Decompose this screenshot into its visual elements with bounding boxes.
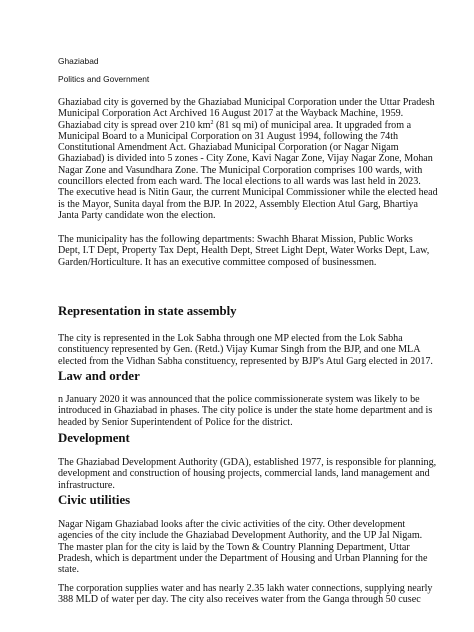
text-span: (81 sq mi) of municipal area. It upgraded from a [213, 119, 412, 131]
text-line: councillors elected from each ward. The local elections to all wards was last held in 2023. [58, 176, 421, 188]
text-line: Nagar Nigam Ghaziabad looks after the civic activities of the city. Other development [58, 519, 406, 530]
text-line: elected from the Vidhan Sabha constituency, represented by BJP's Atul Garg elected in 2017. [58, 355, 433, 367]
text-line: Dept, I.T Dept, Property Tax Dept, Health Dept, Street Light Dept, Water Works Dept, Law, [58, 245, 430, 257]
text-line: 388 MLD of water per day. The city also receives water from the Ganga through 50 cusec [58, 594, 421, 606]
text-line: infrastructure. [58, 479, 115, 491]
text-line: introduced in Ghaziabad in phases. The city police is under the state home department and is [58, 405, 433, 417]
text-line: The executive head is Nitin Gaur, the current Municipal Commissioner while the elected head [58, 187, 438, 199]
text-line: The city is represented in the Lok Sabha through one MP elected from the Lok Sabha [58, 333, 403, 344]
text-line: Ghaziabad) is divided into 5 zones - City Zone, Kavi Nagar Zone, Vijay Nagar Zone, Mohan [58, 153, 433, 165]
doc-subtitle: Politics and Government [58, 74, 150, 84]
text-line: agencies of the city include the Ghaziabad Development Authority, and the UP Jal Nigam. [58, 530, 423, 542]
paragraph-law-and-order [58, 394, 433, 428]
text-line: The corporation supplies water and has nearly 2.35 lakh water connections, supplying nearly [58, 583, 433, 594]
text-line: The master plan for the city is laid by the Town & Country Planning Department, Uttar [58, 541, 410, 553]
text-line: Constitutional Amendment Act. Ghaziabad Municipal Corporation (or Nagar Nigam [58, 142, 399, 154]
text-line: Garden/Horticulture. It has an executive committee composed of businessmen. [58, 256, 377, 268]
text-line: constituency represented by Gen. (Retd.) Vijay Kumar Singh from the BJP, and one MLA [58, 344, 421, 356]
text-line: is the Mayor, Sunita dayal from the BJP. In 2022, Assembly Election Atul Garg, Bhartiya [58, 198, 418, 210]
heading-law-and-order: Law and order [58, 369, 140, 383]
paragraph-civic-utilities [58, 519, 428, 575]
text-line: Ghaziabad city is governed by the Ghaziabad Municipal Corporation under the Uttar Pradesh [58, 97, 435, 108]
text-line: state. [58, 564, 80, 576]
text-line: The municipality has the following departments: Swachh Bharat Mission, Public Works [58, 234, 413, 245]
text-line: Nagar Zone and Vasundhara Zone. The Municipal Corporation comprises 100 wards, with [58, 164, 423, 176]
heading-representation: Representation in state assembly [58, 304, 237, 318]
text-line [58, 120, 428, 131]
heading-civic-utilities: Civic utilities [58, 493, 131, 507]
text-line: development and construction of housing projects, commercial lands, land management and [58, 468, 430, 480]
paragraph-water-supply [58, 583, 433, 606]
text-line: Municipal Corporation Act Archived 16 August 2017 at the Wayback Machine, 1959. [58, 108, 404, 120]
text-span: Ghaziabad city is spread over 210 km [58, 119, 211, 131]
text-line: Municipal Board to a Municipal Corporation on 31 August 1994, following the 74th [58, 130, 399, 142]
superscript: 2 [210, 119, 214, 126]
text-line: Janta Party candidate won the election. [58, 209, 216, 221]
doc-title: Ghaziabad [58, 56, 99, 66]
text-line: The Ghaziabad Development Authority (GDA), established 1977, is responsible for planning, [58, 457, 437, 468]
paragraph-governance [58, 97, 438, 221]
paragraph-departments [58, 234, 428, 268]
heading-development: Development [58, 431, 130, 445]
text-line: n January 2020 it was announced that the police commissionerate system was likely to be [58, 394, 420, 405]
paragraph-representation [58, 333, 433, 367]
text-line: headed by Senior Superintendent of Police for the district. [58, 416, 293, 428]
text-line: Pradesh, which is department under the Department of Housing and Urban Planning for the [58, 552, 428, 564]
paragraph-development [58, 457, 437, 491]
